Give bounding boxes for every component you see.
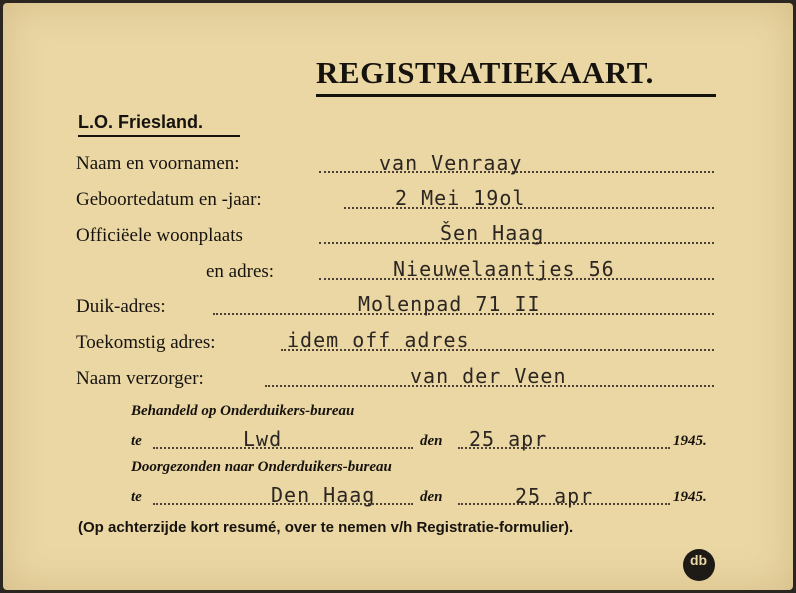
hiding-address-label: Duik-adres: <box>76 296 166 317</box>
residence-value: Šen Haag <box>440 221 545 245</box>
processed-year: 1945. <box>673 433 707 449</box>
organization-underline <box>78 135 240 137</box>
address-label: en adres: <box>206 261 275 282</box>
hiding-address-value: Molenpad 71 II <box>358 292 541 316</box>
processed-den-label: den <box>420 433 443 449</box>
forwarded-te-label: te <box>131 489 142 505</box>
address-value: Nieuwelaantjes 56 <box>393 257 615 281</box>
organization-name: L.O. Friesland. <box>78 112 204 132</box>
processed-te-label: te <box>131 433 142 449</box>
future-address-label: Toekomstig adres: <box>76 332 216 353</box>
caretaker-label: Naam verzorger: <box>76 368 204 389</box>
forwarded-heading: Doorgezonden naar Onderduikers-bureau <box>131 459 392 475</box>
birthdate-value: 2 Mei 19ol <box>395 186 526 210</box>
processed-place-value: Lwd <box>243 427 283 451</box>
printer-logo-text: db <box>690 552 708 568</box>
title-underline <box>316 94 716 97</box>
printer-logo <box>683 549 715 581</box>
card-title: REGISTRATIEKAART. <box>316 55 654 90</box>
forwarded-date-value: 25 apr <box>515 484 594 508</box>
processed-date-value: 25 apr <box>469 427 548 451</box>
processed-place-dotline <box>153 447 413 449</box>
processed-heading: Behandeld op Onderduikers-bureau <box>131 403 355 419</box>
birthdate-label: Geboortedatum en -jaar: <box>76 189 262 210</box>
forwarded-den-label: den <box>420 489 443 505</box>
forwarded-place-value: Den Haag <box>271 483 376 507</box>
name-label: Naam en voornamen: <box>76 153 240 174</box>
name-value: van Venraay <box>379 151 523 175</box>
registration-card <box>3 3 793 590</box>
future-address-value: idem off adres <box>287 328 470 352</box>
caretaker-value: van der Veen <box>410 364 567 388</box>
footer-note: (Op achterzijde kort resumé, over te nemen v/h Registratie-formulier). <box>78 519 574 536</box>
residence-label: Officiëele woonplaats <box>76 225 243 246</box>
forwarded-year: 1945. <box>673 489 707 505</box>
